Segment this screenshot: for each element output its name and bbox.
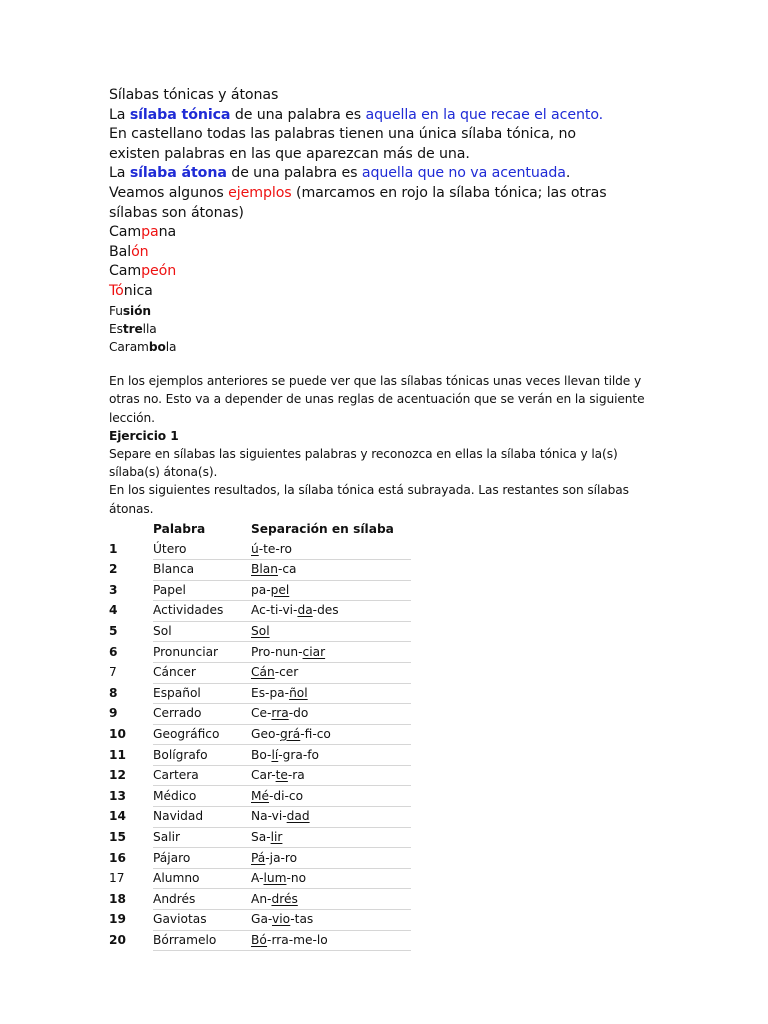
tonic-syllable: tre — [122, 321, 143, 336]
row-number: 1 — [109, 539, 153, 559]
tonic-syllable-underlined: lí — [271, 747, 279, 762]
page-title: Sílabas tónicas y átonas — [109, 87, 279, 103]
syllable-prefix: Es-pa- — [251, 685, 290, 700]
syllable-suffix: -tas — [290, 912, 314, 927]
column-header-number — [109, 520, 153, 540]
example-word — [109, 262, 669, 282]
tonic-syllable-underlined: Bó — [251, 932, 268, 947]
row-number: 9 — [109, 704, 153, 725]
row-word: Médico — [153, 786, 251, 807]
row-number: 12 — [109, 765, 153, 786]
tonic-syllable-underlined: Sol — [251, 624, 270, 639]
row-syllables — [251, 662, 411, 683]
syllable-suffix: -te-ro — [258, 541, 293, 556]
tonic-syllable-underlined: vio — [271, 912, 291, 927]
results-note: En los siguientes resultados, la sílaba tónica está subrayada. Las restantes son sílabas átonas. — [109, 483, 629, 516]
row-number: 17 — [109, 868, 153, 889]
row-syllables — [251, 786, 411, 807]
tonic-syllable-underlined: da — [297, 603, 313, 618]
definition-text: aquella que no va acentuada — [361, 165, 566, 182]
table-row — [109, 827, 411, 848]
table-row — [109, 786, 411, 807]
row-number: 2 — [109, 559, 153, 580]
text-span: de una palabra es — [230, 106, 366, 123]
syllable-suffix: -do — [288, 706, 309, 721]
example-word — [109, 282, 669, 302]
row-syllables — [251, 807, 411, 828]
tonic-syllable-underlined: Pá — [251, 850, 266, 865]
row-word: Pronunciar — [153, 642, 251, 663]
table-row — [109, 765, 411, 786]
text-span: La — [109, 106, 130, 123]
tonic-syllable-underlined: lum — [263, 871, 287, 886]
row-syllables — [251, 745, 411, 766]
column-header-separacion: Separación en sílaba — [251, 522, 394, 537]
row-number: 15 — [109, 827, 153, 848]
definition-text: aquella en la que recae el acento. — [365, 106, 604, 123]
row-word: Español — [153, 683, 251, 704]
row-syllables — [251, 683, 411, 704]
row-number: 20 — [109, 930, 153, 951]
text-span: . — [565, 165, 571, 182]
row-syllables — [251, 930, 411, 951]
ejemplos-word: ejemplos — [228, 184, 292, 201]
row-number: 13 — [109, 786, 153, 807]
row-number: 18 — [109, 889, 153, 910]
tonic-syllable-underlined: grá — [280, 727, 301, 741]
row-syllables — [251, 601, 411, 622]
syllable-suffix: -ja-ro — [265, 850, 298, 865]
row-number: 7 — [109, 662, 153, 683]
syllable-prefix: Ac-ti-vi- — [251, 603, 298, 618]
syllable-prefix: Sa- — [251, 829, 271, 844]
table-row — [109, 539, 411, 559]
row-number: 10 — [109, 724, 153, 745]
syllable-prefix: Ce- — [251, 706, 272, 721]
exercise-instructions: Separe en sílabas las siguientes palabras y reconozca en ellas la sílaba tónica y la(s) sílaba(s) átona(s). — [109, 446, 618, 480]
syllable-prefix: Geo- — [251, 727, 281, 741]
table-row — [109, 559, 411, 580]
atonic-part: Caram — [109, 339, 149, 354]
example-word — [109, 243, 669, 263]
tonic-syllable: Tó — [109, 282, 124, 299]
tonic-syllable: bo — [148, 339, 166, 354]
example-word — [109, 302, 669, 320]
table-row — [109, 601, 411, 622]
tonic-syllable: pa — [141, 224, 159, 241]
row-syllables — [251, 704, 411, 725]
ejemplos-intro — [109, 184, 649, 223]
table-row — [109, 662, 411, 683]
tonic-syllable-underlined: Mé — [251, 788, 270, 803]
syllable-suffix: -rra-me-lo — [267, 932, 328, 947]
atonic-part: nica — [123, 282, 153, 299]
tonic-syllable: ón — [131, 243, 149, 260]
row-number: 6 — [109, 642, 153, 663]
table-row — [109, 745, 411, 766]
tonic-syllable-underlined: ñol — [289, 685, 308, 700]
syllable-suffix: -des — [312, 603, 339, 618]
row-number: 14 — [109, 807, 153, 828]
syllable-prefix: Na-vi- — [251, 809, 287, 824]
row-word: Navidad — [153, 807, 251, 828]
table-row — [109, 807, 411, 828]
explanation-paragraph: En los ejemplos anteriores se puede ver que las sílabas tónicas unas veces llevan tilde y otras no. Esto va a depender de unas reglas de acentuación que se verán en la siguiente lección. — [109, 374, 645, 425]
tonic-syllable-underlined: lir — [270, 829, 283, 844]
tonic-syllable-underlined: pel — [270, 582, 290, 597]
syllable-prefix: Bo- — [251, 747, 272, 762]
table-row — [109, 580, 411, 601]
table-body — [109, 539, 411, 950]
definition-atona — [109, 164, 669, 184]
tonic-syllable-underlined: Blan — [251, 562, 278, 577]
row-syllables — [251, 868, 411, 889]
row-syllables — [251, 848, 411, 869]
row-syllables — [251, 724, 411, 745]
term-silaba-tonica: sílaba tónica — [129, 106, 231, 123]
row-number: 11 — [109, 745, 153, 766]
row-number: 16 — [109, 848, 153, 869]
tonic-syllable-underlined: rra — [271, 706, 289, 721]
syllable-suffix: -no — [286, 871, 307, 886]
row-word: Cáncer — [153, 662, 251, 683]
syllable-prefix: Pro-nun- — [251, 644, 303, 659]
row-word: Bolígrafo — [153, 745, 251, 766]
example-word — [109, 223, 669, 243]
syllable-prefix: An- — [251, 891, 272, 906]
table-row — [109, 930, 411, 951]
text-span: Veamos algunos — [109, 184, 229, 201]
syllable-prefix: Car- — [251, 768, 276, 783]
syllable-prefix: A- — [251, 871, 264, 886]
row-word: Cartera — [153, 765, 251, 786]
tonic-syllable-underlined: Cán — [251, 665, 275, 680]
table-row — [109, 683, 411, 704]
table-row — [109, 642, 411, 663]
row-number: 8 — [109, 683, 153, 704]
example-word — [109, 338, 669, 356]
atonic-part: Bal — [109, 243, 132, 260]
row-word: Sol — [153, 621, 251, 642]
tonic-syllable-underlined: dad — [286, 809, 310, 824]
row-word: Salir — [153, 827, 251, 848]
atonic-part: lla — [142, 321, 157, 336]
syllable-suffix: -ca — [277, 562, 297, 577]
table-row — [109, 848, 411, 869]
table-row — [109, 621, 411, 642]
syllable-suffix: -gra-fo — [278, 747, 319, 762]
syllable-suffix: -di-co — [269, 788, 304, 803]
row-word: Bórramelo — [153, 930, 251, 951]
row-word: Papel — [153, 580, 251, 601]
atonic-part: Cam — [109, 224, 142, 241]
tonic-syllable-underlined: drés — [271, 891, 298, 906]
row-syllables — [251, 765, 411, 786]
term-silaba-atona: sílaba átona — [129, 165, 227, 182]
atonic-part: Es — [109, 321, 123, 336]
row-word: Actividades — [153, 601, 251, 622]
syllable-suffix: -fi-co — [300, 727, 331, 741]
castellano-paragraph: En castellano todas las palabras tienen una única sílaba tónica, no existen palabras en las que aparezcan más de una. — [109, 126, 576, 162]
row-number: 3 — [109, 580, 153, 601]
table-row — [109, 910, 411, 931]
atonic-part: Cam — [109, 263, 142, 280]
syllable-prefix: pa- — [251, 582, 271, 597]
table-row — [109, 889, 411, 910]
atonic-part: Fu — [109, 303, 123, 318]
row-syllables — [251, 910, 411, 931]
syllable-table — [109, 520, 411, 951]
row-syllables — [251, 559, 411, 580]
text-span: La — [109, 165, 130, 182]
tonic-syllable-underlined: ciar — [302, 644, 326, 659]
row-syllables — [251, 621, 411, 642]
table-row — [109, 724, 411, 745]
row-word: Cerrado — [153, 704, 251, 725]
text-span: de una palabra es — [226, 165, 362, 182]
tonic-syllable-underlined: ú — [251, 541, 259, 556]
table-row — [109, 704, 411, 725]
atonic-part: la — [165, 339, 177, 354]
row-syllables — [251, 889, 411, 910]
column-header-palabra: Palabra — [153, 522, 206, 537]
row-word: Útero — [153, 539, 251, 559]
tonic-syllable-underlined: te — [275, 768, 288, 783]
exercise-title: Ejercicio 1 — [109, 428, 179, 443]
table-header-row — [109, 520, 411, 540]
row-syllables — [251, 642, 411, 663]
row-word: Blanca — [153, 559, 251, 580]
syllable-suffix: -ra — [287, 768, 305, 783]
tonic-syllable: sión — [122, 303, 151, 318]
row-number: 4 — [109, 601, 153, 622]
atonic-part: na — [158, 224, 177, 241]
spacer — [109, 356, 669, 372]
definition-tonica — [109, 106, 669, 126]
syllable-suffix: -cer — [274, 665, 299, 680]
row-syllables — [251, 827, 411, 848]
row-word: Pájaro — [153, 848, 251, 869]
row-number: 5 — [109, 621, 153, 642]
row-syllables — [251, 539, 411, 559]
example-word — [109, 320, 669, 338]
row-word: Gaviotas — [153, 910, 251, 931]
table-row — [109, 868, 411, 889]
row-syllables — [251, 580, 411, 601]
row-number: 19 — [109, 910, 153, 931]
tonic-syllable: peón — [141, 263, 177, 280]
text-span: (marcamos en rojo la sílaba tónica; las otras sílabas son átonas) — [109, 184, 607, 221]
row-word: Alumno — [153, 868, 251, 889]
row-word: Andrés — [153, 889, 251, 910]
syllable-prefix: Ga- — [251, 912, 272, 927]
document-page — [109, 86, 669, 951]
row-word: Geográfico — [153, 724, 251, 745]
